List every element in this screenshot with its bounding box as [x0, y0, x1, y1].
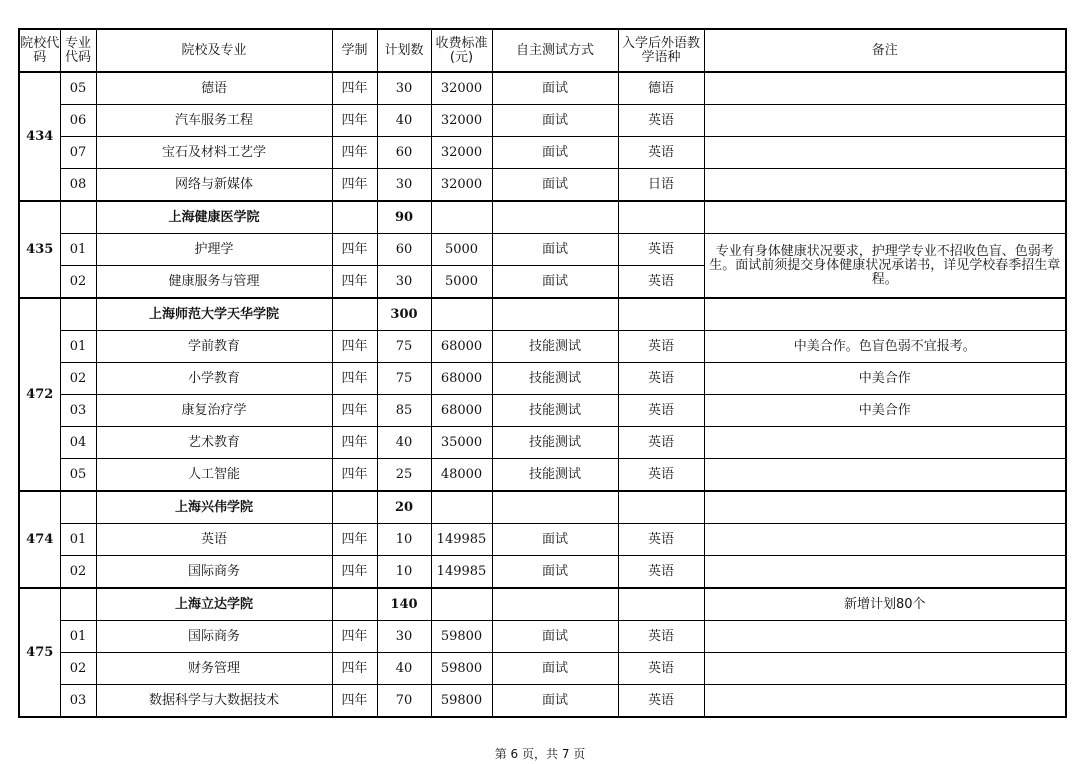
major-code: 01 [60, 331, 96, 363]
plan-count: 30 [377, 169, 431, 202]
language: 日语 [618, 169, 704, 202]
note: 中美合作。色盲色弱不宜报考。 [704, 331, 1066, 363]
plan-count: 90 [377, 201, 431, 234]
language: 德语 [618, 72, 704, 105]
plan-count: 30 [377, 266, 431, 299]
note [704, 459, 1066, 492]
fee: 5000 [431, 234, 492, 266]
plan-count: 75 [377, 363, 431, 395]
major-name: 汽车服务工程 [96, 105, 332, 137]
note [704, 105, 1066, 137]
language: 英语 [618, 137, 704, 169]
test-method: 技能测试 [492, 459, 618, 492]
duration: 四年 [332, 556, 377, 589]
plan-count: 60 [377, 137, 431, 169]
duration [332, 298, 377, 331]
header-fee: 收费标准(元) [431, 29, 492, 72]
table-row [19, 653, 1066, 685]
major-code: 08 [60, 169, 96, 202]
duration: 四年 [332, 524, 377, 556]
fee: 149985 [431, 524, 492, 556]
school-name: 上海健康医学院 [96, 201, 332, 234]
fee: 5000 [431, 266, 492, 299]
language [618, 588, 704, 621]
major-code [60, 298, 96, 331]
major-name: 国际商务 [96, 556, 332, 589]
school-row [19, 201, 1066, 234]
note [704, 491, 1066, 524]
language: 英语 [618, 556, 704, 589]
major-name: 艺术教育 [96, 427, 332, 459]
language: 英语 [618, 234, 704, 266]
duration: 四年 [332, 105, 377, 137]
school-code: 472 [19, 298, 60, 491]
major-name: 数据科学与大数据技术 [96, 685, 332, 718]
note [704, 685, 1066, 718]
test-method [492, 491, 618, 524]
header-note: 备注 [704, 29, 1066, 72]
duration [332, 201, 377, 234]
language: 英语 [618, 427, 704, 459]
fee: 32000 [431, 72, 492, 105]
fee: 59800 [431, 685, 492, 718]
major-name: 德语 [96, 72, 332, 105]
table-row [19, 234, 1066, 266]
duration [332, 588, 377, 621]
fee [431, 588, 492, 621]
major-name: 小学教育 [96, 363, 332, 395]
major-code: 01 [60, 234, 96, 266]
plan-count: 85 [377, 395, 431, 427]
note [704, 201, 1066, 234]
table-row [19, 72, 1066, 105]
fee: 59800 [431, 653, 492, 685]
test-method [492, 201, 618, 234]
test-method: 面试 [492, 524, 618, 556]
test-method: 技能测试 [492, 395, 618, 427]
plan-count: 75 [377, 331, 431, 363]
header-school-code: 院校代码 [19, 29, 60, 72]
note [704, 524, 1066, 556]
note [704, 621, 1066, 653]
test-method: 技能测试 [492, 331, 618, 363]
fee: 32000 [431, 169, 492, 202]
test-method: 面试 [492, 556, 618, 589]
header-plan: 计划数 [377, 29, 431, 72]
school-row [19, 491, 1066, 524]
table-row [19, 331, 1066, 363]
language [618, 491, 704, 524]
test-method: 面试 [492, 137, 618, 169]
fee: 32000 [431, 137, 492, 169]
note [704, 427, 1066, 459]
major-name: 护理学 [96, 234, 332, 266]
duration: 四年 [332, 685, 377, 718]
plan-count: 30 [377, 621, 431, 653]
school-row [19, 588, 1066, 621]
table-row [19, 427, 1066, 459]
header-major-code: 专业代码 [60, 29, 96, 72]
school-code: 434 [19, 72, 60, 201]
fee [431, 491, 492, 524]
fee: 32000 [431, 105, 492, 137]
major-name: 英语 [96, 524, 332, 556]
table-row [19, 524, 1066, 556]
duration: 四年 [332, 72, 377, 105]
fee: 68000 [431, 331, 492, 363]
language: 英语 [618, 266, 704, 299]
test-method: 面试 [492, 621, 618, 653]
header-lang: 入学后外语教学语种 [618, 29, 704, 72]
plan-count: 40 [377, 427, 431, 459]
major-code: 03 [60, 395, 96, 427]
plan-count: 140 [377, 588, 431, 621]
duration: 四年 [332, 363, 377, 395]
plan-count: 70 [377, 685, 431, 718]
school-name: 上海兴伟学院 [96, 491, 332, 524]
plan-count: 40 [377, 105, 431, 137]
table-row [19, 556, 1066, 589]
duration: 四年 [332, 427, 377, 459]
note [704, 556, 1066, 589]
major-name: 学前教育 [96, 331, 332, 363]
plan-count: 20 [377, 491, 431, 524]
table-row [19, 363, 1066, 395]
duration: 四年 [332, 331, 377, 363]
major-name: 康复治疗学 [96, 395, 332, 427]
test-method: 面试 [492, 72, 618, 105]
plan-count: 40 [377, 653, 431, 685]
major-code: 02 [60, 653, 96, 685]
major-code: 04 [60, 427, 96, 459]
major-name: 网络与新媒体 [96, 169, 332, 202]
test-method: 面试 [492, 685, 618, 718]
duration: 四年 [332, 653, 377, 685]
school-name: 上海立达学院 [96, 588, 332, 621]
test-method: 面试 [492, 653, 618, 685]
major-code: 02 [60, 363, 96, 395]
fee: 68000 [431, 363, 492, 395]
test-method: 技能测试 [492, 427, 618, 459]
major-code: 06 [60, 105, 96, 137]
table-row [19, 137, 1066, 169]
page-footer: 第 6 页，共 7 页 [494, 747, 586, 761]
language: 英语 [618, 105, 704, 137]
school-code: 474 [19, 491, 60, 588]
school-code: 435 [19, 201, 60, 298]
language: 英语 [618, 653, 704, 685]
plan-count: 60 [377, 234, 431, 266]
major-name: 人工智能 [96, 459, 332, 492]
note: 中美合作 [704, 363, 1066, 395]
major-code: 02 [60, 556, 96, 589]
school-name: 上海师范大学天华学院 [96, 298, 332, 331]
language: 英语 [618, 621, 704, 653]
test-method [492, 588, 618, 621]
note [704, 653, 1066, 685]
fee [431, 298, 492, 331]
major-name: 健康服务与管理 [96, 266, 332, 299]
duration: 四年 [332, 621, 377, 653]
test-method: 面试 [492, 266, 618, 299]
language [618, 298, 704, 331]
duration: 四年 [332, 395, 377, 427]
major-code: 02 [60, 266, 96, 299]
test-method: 技能测试 [492, 363, 618, 395]
table-row [19, 169, 1066, 202]
table-row [19, 685, 1066, 718]
school-row [19, 298, 1066, 331]
test-method: 面试 [492, 234, 618, 266]
plan-count: 10 [377, 524, 431, 556]
language: 英语 [618, 459, 704, 492]
fee [431, 201, 492, 234]
plan-count: 10 [377, 556, 431, 589]
fee: 48000 [431, 459, 492, 492]
major-code: 07 [60, 137, 96, 169]
major-name: 国际商务 [96, 621, 332, 653]
note: 中美合作 [704, 395, 1066, 427]
test-method: 面试 [492, 169, 618, 202]
language: 英语 [618, 395, 704, 427]
header-row [19, 29, 1066, 72]
major-code: 03 [60, 685, 96, 718]
test-method [492, 298, 618, 331]
table-row [19, 395, 1066, 427]
language: 英语 [618, 685, 704, 718]
language: 英语 [618, 524, 704, 556]
fee: 68000 [431, 395, 492, 427]
plan-count: 30 [377, 72, 431, 105]
duration: 四年 [332, 169, 377, 202]
note: 新增计划80个 [704, 588, 1066, 621]
major-code [60, 491, 96, 524]
note [704, 72, 1066, 105]
enrollment-plan-table [18, 28, 1067, 718]
fee: 149985 [431, 556, 492, 589]
fee: 35000 [431, 427, 492, 459]
language: 英语 [618, 363, 704, 395]
table-row [19, 621, 1066, 653]
header-test: 自主测试方式 [492, 29, 618, 72]
duration: 四年 [332, 459, 377, 492]
school-code: 475 [19, 588, 60, 717]
note [704, 298, 1066, 331]
plan-count: 25 [377, 459, 431, 492]
note-merged: 专业有身体健康状况要求，护理学专业不招收色盲、色弱考生。面试前须提交身体健康状况承诺书，详见学校春季招生章程。 [704, 234, 1066, 299]
major-code [60, 201, 96, 234]
duration: 四年 [332, 266, 377, 299]
note [704, 169, 1066, 202]
table-row [19, 459, 1066, 492]
major-code [60, 588, 96, 621]
language: 英语 [618, 331, 704, 363]
major-code: 01 [60, 621, 96, 653]
note [704, 137, 1066, 169]
table-row [19, 105, 1066, 137]
major-code: 05 [60, 459, 96, 492]
major-name: 宝石及材料工艺学 [96, 137, 332, 169]
duration: 四年 [332, 137, 377, 169]
major-code: 01 [60, 524, 96, 556]
duration: 四年 [332, 234, 377, 266]
test-method: 面试 [492, 105, 618, 137]
header-school-major: 院校及专业 [96, 29, 332, 72]
language [618, 201, 704, 234]
fee: 59800 [431, 621, 492, 653]
header-duration: 学制 [332, 29, 377, 72]
major-code: 05 [60, 72, 96, 105]
plan-count: 300 [377, 298, 431, 331]
duration [332, 491, 377, 524]
major-name: 财务管理 [96, 653, 332, 685]
